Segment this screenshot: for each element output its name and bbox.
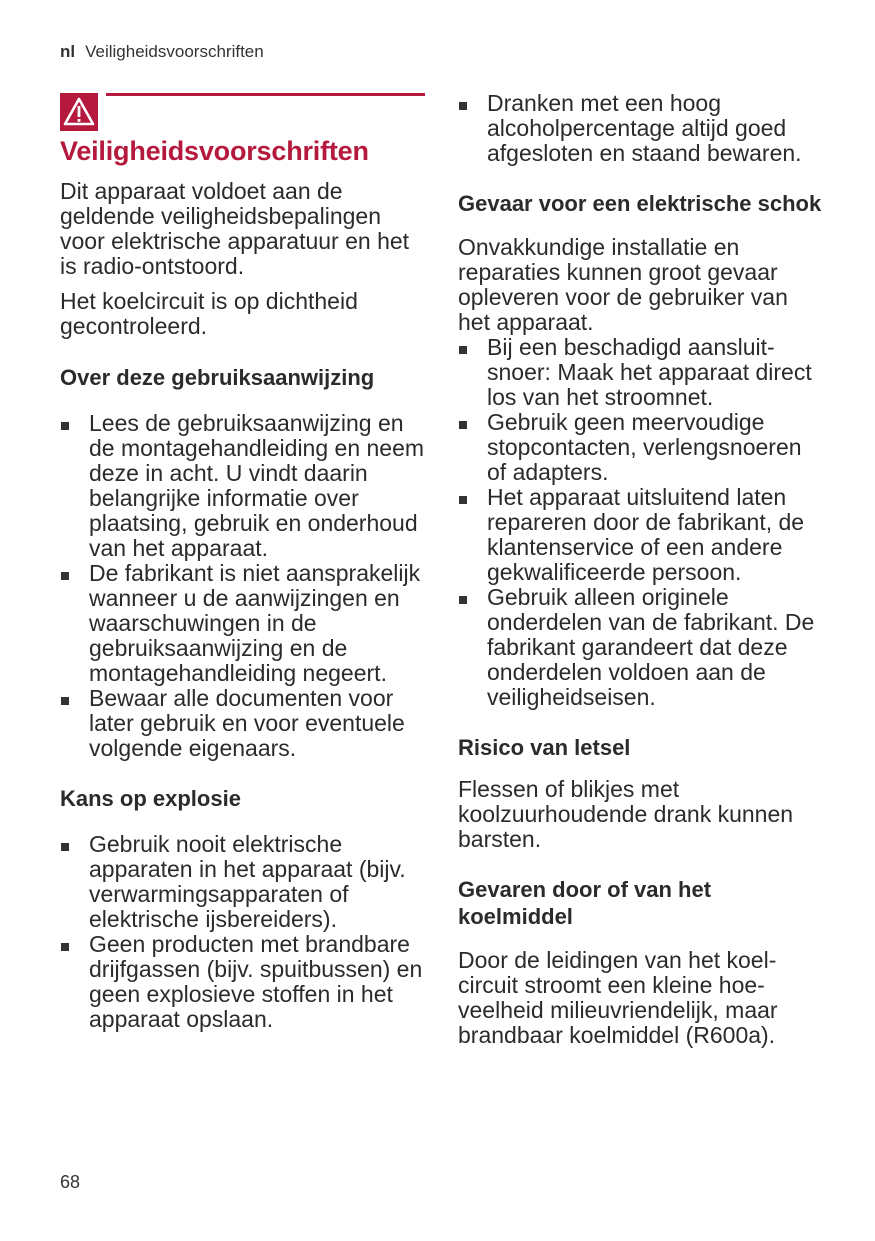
page-number: 68 bbox=[60, 1172, 81, 1192]
injury-paragraph: Flessen of blikjes met koolzuurhoudende drank kunnen barsten. bbox=[458, 776, 794, 852]
list-item: Lees de gebruiksaanwijzing en de montagehandleiding en neem deze in acht. U vindt daarin belangrijke informatie over plaatsing, gebruik en onderhoud van het apparaat. bbox=[60, 411, 425, 561]
intro-paragraph: Dit apparaat voldoet aan de geldende veiligheidsbepalingen voor elektrische apparatuur en het is radio-ontstoord. bbox=[60, 178, 410, 279]
shock-paragraph: Onvakkundige installatie en reparaties kunnen groot gevaar opleveren voor de gebruiker van het apparaat. bbox=[458, 234, 788, 335]
warning-icon bbox=[60, 93, 98, 131]
list-item: De fabrikant is niet aansprakelijk wanneer u de aanwijzingen en waarschuwingen in de gebruiksaanwijzing en de montagehandleiding negeert. bbox=[60, 561, 425, 686]
shock-bullet-list bbox=[458, 335, 823, 710]
list-item: Het apparaat uitsluitend laten repareren door de fabrikant, de klantenservice of een andere gekwalificeerde persoon. bbox=[458, 485, 823, 585]
subheading-refrigerant: Gevaren door of van het koelmiddel bbox=[458, 877, 712, 929]
list-item: Bewaar alle documenten voor later gebruik en voor eventuele volgende eigenaars. bbox=[60, 686, 425, 761]
accent-rule bbox=[106, 93, 425, 96]
list-item: Gebruik alleen originele onderdelen van de fabrikant. De fabrikant garandeert dat deze onderdelen voldoen aan de veiligheidseisen. bbox=[458, 585, 823, 710]
intro-paragraph: Het koelcircuit is op dichtheid gecontroleerd. bbox=[60, 288, 358, 339]
subheading-injury: Risico van letsel bbox=[458, 735, 631, 760]
left-column bbox=[60, 90, 425, 1032]
list-item: Dranken met een hoog alcoholpercentage altijd goed afgesloten en staand bewaren. bbox=[458, 91, 823, 166]
header-title: Veiligheidsvoorschriften bbox=[85, 42, 264, 61]
warning-header-row bbox=[60, 90, 425, 134]
section-title: Veiligheidsvoorschriften bbox=[60, 136, 369, 166]
language-code: nl bbox=[60, 42, 76, 61]
subheading-electric-shock: Gevaar voor een elektrische schok bbox=[458, 191, 822, 216]
subheading-explosion: Kans op explosie bbox=[60, 786, 241, 811]
right-column bbox=[458, 91, 823, 1058]
manual-bullet-list bbox=[60, 411, 425, 761]
explosion-bullet-list bbox=[60, 832, 425, 1032]
list-item: Gebruik nooit elektrische apparaten in het apparaat (bijv. verwarmingsapparaten of elektrische ijsbereiders). bbox=[60, 832, 425, 932]
beverage-bullet-list bbox=[458, 91, 823, 166]
list-item: Gebruik geen meervoudige stopcontacten, verlengsnoeren of adapters. bbox=[458, 410, 823, 485]
subheading-manual: Over deze gebruiksaanwijzing bbox=[60, 365, 375, 390]
list-item: Bij een beschadigd aansluitsnoer: Maak het apparaat direct los van het stroomnet. bbox=[458, 335, 823, 410]
refrigerant-paragraph: Door de leidingen van het koelcircuit stroomt een kleine hoeveelheid milieuvriendelijk, maar brandbaar koelmiddel (R600a). bbox=[458, 947, 778, 1048]
running-header bbox=[60, 42, 264, 62]
list-item: Geen producten met brandbare drijfgassen (bijv. spuitbussen) en geen explosieve stoffen in het apparaat opslaan. bbox=[60, 932, 425, 1032]
